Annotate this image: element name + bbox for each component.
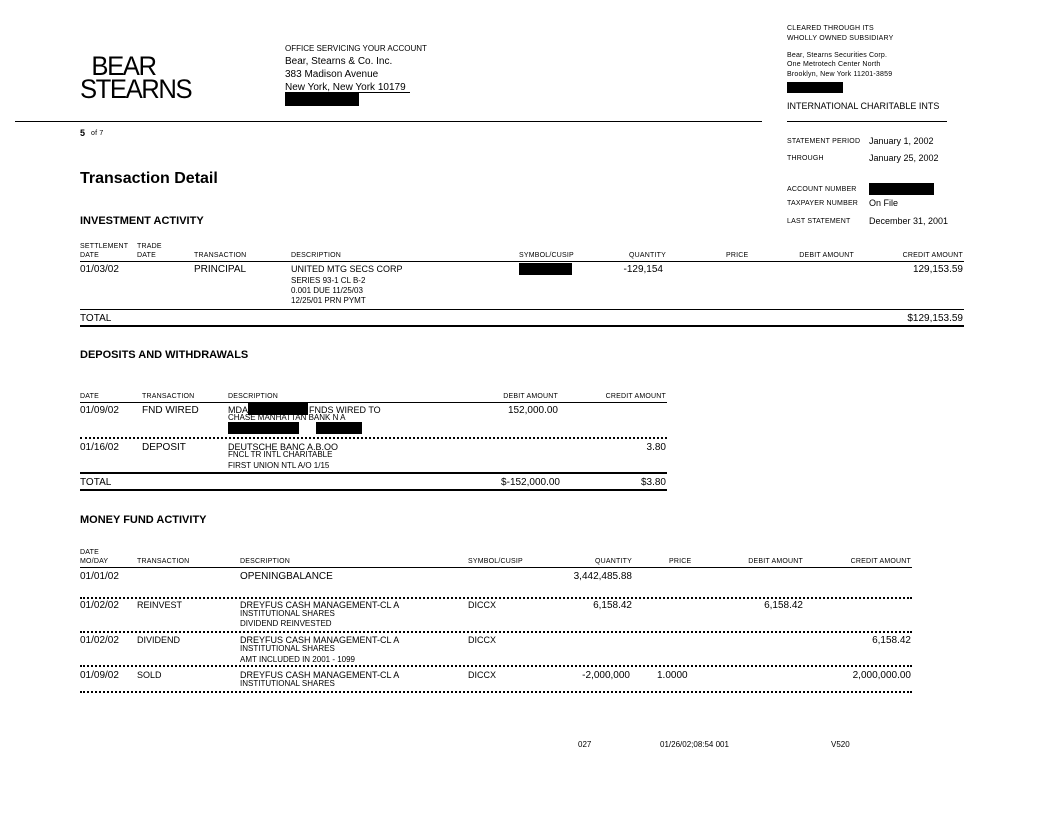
mf-symbol: DICCX xyxy=(468,635,497,645)
dep-transaction: FND WIRED xyxy=(142,405,199,416)
mf-debit: 6,158.42 xyxy=(764,600,803,611)
inv-total-label: TOTAL xyxy=(80,313,112,324)
mf-desc-1: OPENINGBALANCE xyxy=(240,571,333,582)
inv-header-price: PRICE xyxy=(726,252,749,259)
header-rule xyxy=(15,121,762,122)
dep-transaction: DEPOSIT xyxy=(142,442,186,453)
mf-transaction: DIVIDEND xyxy=(137,635,181,645)
mf-header-transaction: TRANSACTION xyxy=(137,558,190,565)
inv-header-rule xyxy=(80,261,964,262)
dep-desc-1b: FNDS WIRED TO xyxy=(309,405,381,415)
investment-heading: INVESTMENT ACTIVITY xyxy=(80,215,204,227)
dep-row-divider xyxy=(80,437,667,440)
inv-header-quantity: QUANTITY xyxy=(629,252,666,259)
mf-credit: 2,000,000.00 xyxy=(852,670,911,681)
office-heading: OFFICE SERVICING YOUR ACCOUNT xyxy=(285,44,427,53)
mf-quantity: 6,158.42 xyxy=(593,600,632,611)
dep-total-rule-top xyxy=(80,472,667,474)
logo-line-1: BEAR xyxy=(91,51,156,81)
dep-header-date: DATE xyxy=(80,393,99,400)
mf-desc-1: DREYFUS CASH MANAGEMENT-CL A xyxy=(240,600,400,610)
clearing-line-3: Bear, Stearns Securities Corp. xyxy=(787,52,888,59)
clearing-line-1: CLEARED THROUGH ITS xyxy=(787,25,874,32)
mf-row-divider xyxy=(80,665,912,668)
mf-quantity: 3,442,485.88 xyxy=(573,571,632,582)
header-rule-right xyxy=(787,121,947,122)
dep-date: 01/16/02 xyxy=(80,442,119,453)
inv-transaction: PRINCIPAL xyxy=(194,264,247,275)
through-value: January 25, 2002 xyxy=(869,153,939,163)
mf-header-date-1: DATE xyxy=(80,549,99,556)
inv-date: 01/03/02 xyxy=(80,264,119,275)
inv-header-description: DESCRIPTION xyxy=(291,252,342,259)
inv-quantity: -129,154 xyxy=(623,264,663,275)
mf-desc-1: DREYFUS CASH MANAGEMENT-CL A xyxy=(240,635,400,645)
inv-credit: 129,153.59 xyxy=(912,264,963,275)
mf-quantity: -2,000,000 xyxy=(582,670,630,681)
inv-header-settlement-2: DATE xyxy=(80,252,99,259)
mf-header-rule xyxy=(80,567,912,568)
dep-desc-2: CHASE MANHATTAN BANK N A xyxy=(228,413,346,422)
redaction-office-zip xyxy=(285,93,359,106)
page-of: of 7 xyxy=(91,130,104,137)
dep-debit: 152,000.00 xyxy=(507,405,558,416)
redaction-clearing xyxy=(787,82,843,93)
dep-header-credit: CREDIT AMOUNT xyxy=(605,393,666,400)
dep-total-label: TOTAL xyxy=(80,477,112,488)
mf-header-credit: CREDIT AMOUNT xyxy=(850,558,911,565)
dep-desc-1a: MDA xyxy=(228,405,248,415)
mf-date: 01/09/02 xyxy=(80,670,119,681)
footer-code-1: 027 xyxy=(578,740,592,749)
mf-desc-2: INSTITUTIONAL SHARES xyxy=(240,644,335,653)
office-line-2: 383 Madison Avenue xyxy=(285,69,379,80)
last-statement-label: LAST STATEMENT xyxy=(787,218,851,225)
taxpayer-label: TAXPAYER NUMBER xyxy=(787,200,859,207)
mf-row-divider xyxy=(80,631,912,634)
inv-header-trade-2: DATE xyxy=(137,252,156,259)
account-number-label: ACCOUNT NUMBER xyxy=(787,186,857,193)
deposits-heading: DEPOSITS AND WITHDRAWALS xyxy=(80,349,249,361)
inv-desc-4: 12/25/01 PRN PYMT xyxy=(291,296,366,305)
footer-code-2: 01/26/02;08:54 001 xyxy=(660,740,729,749)
bear-stearns-logo xyxy=(80,51,200,104)
clearing-line-2: WHOLLY OWNED SUBSIDIARY xyxy=(787,35,894,42)
last-statement-value: December 31, 2001 xyxy=(869,216,949,226)
inv-header-debit: DEBIT AMOUNT xyxy=(799,252,854,259)
mf-row-divider xyxy=(80,691,912,694)
inv-total-rule-top xyxy=(80,309,964,310)
office-line-3: New York, New York 10179 xyxy=(285,82,406,93)
money-fund-heading: MONEY FUND ACTIVITY xyxy=(80,514,207,526)
footer-code-3: V520 xyxy=(831,740,850,749)
page-title: Transaction Detail xyxy=(80,170,218,187)
mf-header-price: PRICE xyxy=(669,558,692,565)
statement-period-label: STATEMENT PERIOD xyxy=(787,138,861,145)
mf-date: 01/02/02 xyxy=(80,600,119,611)
inv-header-symbol: SYMBOL/CUSIP xyxy=(519,252,574,259)
dep-credit: 3.80 xyxy=(646,442,666,453)
inv-desc-2: SERIES 93-1 CL B-2 xyxy=(291,276,366,285)
mf-desc-1: DREYFUS CASH MANAGEMENT-CL A xyxy=(240,670,400,680)
through-label: THROUGH xyxy=(787,155,824,162)
dep-desc-2: FNCL TR INTL CHARITABLE xyxy=(228,450,333,459)
inv-header-settlement-1: SETTLEMENT xyxy=(80,243,129,250)
mf-symbol: DICCX xyxy=(468,600,497,610)
mf-transaction: REINVEST xyxy=(137,600,183,610)
account-name: INTERNATIONAL CHARITABLE INTS xyxy=(787,101,940,111)
clearing-line-4: One Metrotech Center North xyxy=(787,61,881,68)
mf-price: 1.0000 xyxy=(657,670,688,681)
dep-header-transaction: TRANSACTION xyxy=(142,393,195,400)
dep-header-description: DESCRIPTION xyxy=(228,393,279,400)
mf-header-date-2: MO/DAY xyxy=(80,558,109,565)
mf-date: 01/02/02 xyxy=(80,635,119,646)
logo-line-2: STEARNS xyxy=(80,74,192,104)
inv-header-credit: CREDIT AMOUNT xyxy=(902,252,963,259)
mf-desc-2: INSTITUTIONAL SHARES xyxy=(240,609,335,618)
clearing-line-5: Brooklyn, New York 11201-3859 xyxy=(787,71,893,78)
mf-header-quantity: QUANTITY xyxy=(595,558,632,565)
mf-desc-3: AMT INCLUDED IN 2001 - 1099 xyxy=(240,655,356,664)
mf-symbol: DICCX xyxy=(468,670,497,680)
inv-total-credit: $129,153.59 xyxy=(907,313,963,324)
mf-header-debit: DEBIT AMOUNT xyxy=(748,558,803,565)
mf-transaction: SOLD xyxy=(137,670,162,680)
inv-desc-1: UNITED MTG SECS CORP xyxy=(291,264,403,274)
dep-header-rule xyxy=(80,402,667,403)
dep-date: 01/09/02 xyxy=(80,405,119,416)
mf-date: 01/01/02 xyxy=(80,571,119,582)
redaction-dep-3 xyxy=(316,422,362,434)
inv-desc-3: 0.001 DUE 11/25/03 xyxy=(291,286,363,295)
office-line-1: Bear, Stearns & Co. Inc. xyxy=(285,56,393,67)
redaction-dep-2 xyxy=(228,422,299,434)
mf-header-symbol: SYMBOL/CUSIP xyxy=(468,558,523,565)
mf-desc-3: DIVIDEND REINVESTED xyxy=(240,619,332,628)
dep-total-rule-bottom xyxy=(80,489,667,491)
dep-total-credit: $3.80 xyxy=(640,477,666,488)
page-number: 5 xyxy=(80,128,86,138)
statement-period-value: January 1, 2002 xyxy=(869,136,934,146)
dep-header-debit: DEBIT AMOUNT xyxy=(503,393,558,400)
redaction-account-number xyxy=(869,183,934,195)
taxpayer-value: On File xyxy=(869,198,899,208)
mf-header-description: DESCRIPTION xyxy=(240,558,291,565)
inv-header-trade-1: TRADE xyxy=(137,243,162,250)
dep-desc-1: DEUTSCHE BANC A.B.OO xyxy=(228,442,339,452)
mf-desc-2: INSTITUTIONAL SHARES xyxy=(240,679,335,688)
mf-credit: 6,158.42 xyxy=(872,635,911,646)
dep-desc-3: FIRST UNION NTL A/O 1/15 xyxy=(228,461,330,470)
dep-total-debit: $-152,000.00 xyxy=(501,477,560,488)
inv-header-transaction: TRANSACTION xyxy=(194,252,247,259)
inv-total-rule-bottom xyxy=(80,325,964,327)
